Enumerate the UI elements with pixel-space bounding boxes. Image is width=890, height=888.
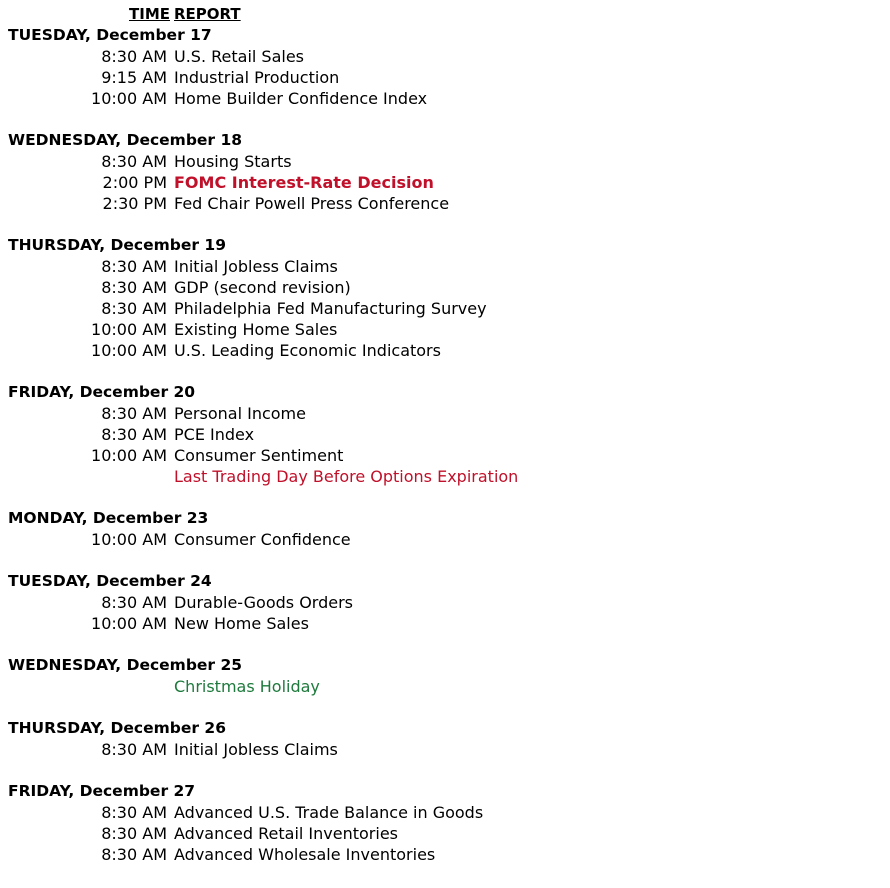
event-time: 8:30 AM — [101, 404, 167, 423]
event-report-name: Advanced Retail Inventories — [174, 824, 398, 843]
event-row — [0, 151, 890, 172]
event-row — [0, 46, 890, 67]
event-time: 8:30 AM — [101, 278, 167, 297]
event-report-name: Advanced Wholesale Inventories — [174, 845, 436, 864]
event-row — [0, 319, 890, 340]
event-report-name: Fed Chair Powell Press Conference — [174, 194, 450, 213]
day-heading: THURSDAY, December 26 — [8, 719, 226, 737]
event-report-name: Consumer Confidence — [174, 530, 351, 549]
event-report-name: U.S. Retail Sales — [174, 47, 305, 66]
event-time: 8:30 AM — [101, 257, 167, 276]
day-spacer — [0, 634, 890, 655]
event-row — [0, 529, 890, 550]
event-report-name: Initial Jobless Claims — [174, 257, 338, 276]
event-row — [0, 193, 890, 214]
event-report-name: PCE Index — [174, 425, 255, 444]
day-heading: TUESDAY, December 17 — [8, 26, 212, 44]
time-column-header: TIME — [129, 5, 170, 23]
event-row — [0, 67, 890, 88]
event-time: 9:15 AM — [101, 68, 167, 87]
column-header-row — [0, 4, 890, 25]
report-column-header: REPORT — [174, 5, 241, 23]
event-report-name: Christmas Holiday — [174, 677, 320, 696]
event-report-name: Advanced U.S. Trade Balance in Goods — [174, 803, 484, 822]
day-spacer — [0, 214, 890, 235]
event-row — [0, 445, 890, 466]
event-row — [0, 298, 890, 319]
event-row — [0, 739, 890, 760]
event-time: 10:00 AM — [91, 614, 167, 633]
event-row — [0, 802, 890, 823]
event-row — [0, 403, 890, 424]
event-report-name: New Home Sales — [174, 614, 309, 633]
event-row — [0, 256, 890, 277]
event-time: 10:00 AM — [91, 341, 167, 360]
event-time: 10:00 AM — [91, 89, 167, 108]
event-row — [0, 172, 890, 193]
event-report-name: Durable-Goods Orders — [174, 593, 354, 612]
event-time: 2:30 PM — [102, 194, 167, 213]
event-row — [0, 424, 890, 445]
event-report-name: U.S. Leading Economic Indicators — [174, 341, 441, 360]
day-heading: WEDNESDAY, December 18 — [8, 131, 243, 149]
event-time: 2:00 PM — [102, 173, 167, 192]
event-report-name: Home Builder Confidence Index — [174, 89, 428, 108]
event-time: 8:30 AM — [101, 152, 167, 171]
day-spacer — [0, 109, 890, 130]
event-row — [0, 88, 890, 109]
day-heading: THURSDAY, December 19 — [8, 236, 226, 254]
event-report-name: Industrial Production — [174, 68, 340, 87]
event-row — [0, 592, 890, 613]
schedule-list — [0, 25, 890, 865]
event-time: 10:00 AM — [91, 446, 167, 465]
event-row — [0, 676, 890, 697]
event-time: 8:30 AM — [101, 845, 167, 864]
event-report-name: Existing Home Sales — [174, 320, 338, 339]
day-heading: FRIDAY, December 20 — [8, 383, 196, 401]
event-report-name: Last Trading Day Before Options Expiration — [174, 467, 519, 486]
event-time: 8:30 AM — [101, 824, 167, 843]
event-row — [0, 844, 890, 865]
event-time: 8:30 AM — [101, 740, 167, 759]
day-spacer — [0, 550, 890, 571]
day-spacer — [0, 760, 890, 781]
day-heading: MONDAY, December 23 — [8, 509, 209, 527]
event-time: 8:30 AM — [101, 593, 167, 612]
event-time: 8:30 AM — [101, 47, 167, 66]
event-report-name: Philadelphia Fed Manufacturing Survey — [174, 299, 487, 318]
event-report-name: Consumer Sentiment — [174, 446, 344, 465]
day-spacer — [0, 697, 890, 718]
day-heading: TUESDAY, December 24 — [8, 572, 212, 590]
day-heading: WEDNESDAY, December 25 — [8, 656, 243, 674]
event-row — [0, 340, 890, 361]
event-time: 10:00 AM — [91, 320, 167, 339]
event-report-name: FOMC Interest-Rate Decision — [174, 173, 434, 192]
event-time: 8:30 AM — [101, 803, 167, 822]
event-time: 8:30 AM — [101, 299, 167, 318]
event-time: 8:30 AM — [101, 425, 167, 444]
event-row — [0, 466, 890, 487]
economic-calendar — [0, 4, 890, 865]
event-row — [0, 823, 890, 844]
event-row — [0, 277, 890, 298]
day-spacer — [0, 487, 890, 508]
event-row — [0, 613, 890, 634]
event-report-name: GDP (second revision) — [174, 278, 351, 297]
day-spacer — [0, 361, 890, 382]
event-time: 10:00 AM — [91, 530, 167, 549]
event-report-name: Initial Jobless Claims — [174, 740, 338, 759]
event-report-name: Housing Starts — [174, 152, 292, 171]
day-heading: FRIDAY, December 27 — [8, 782, 196, 800]
event-report-name: Personal Income — [174, 404, 306, 423]
